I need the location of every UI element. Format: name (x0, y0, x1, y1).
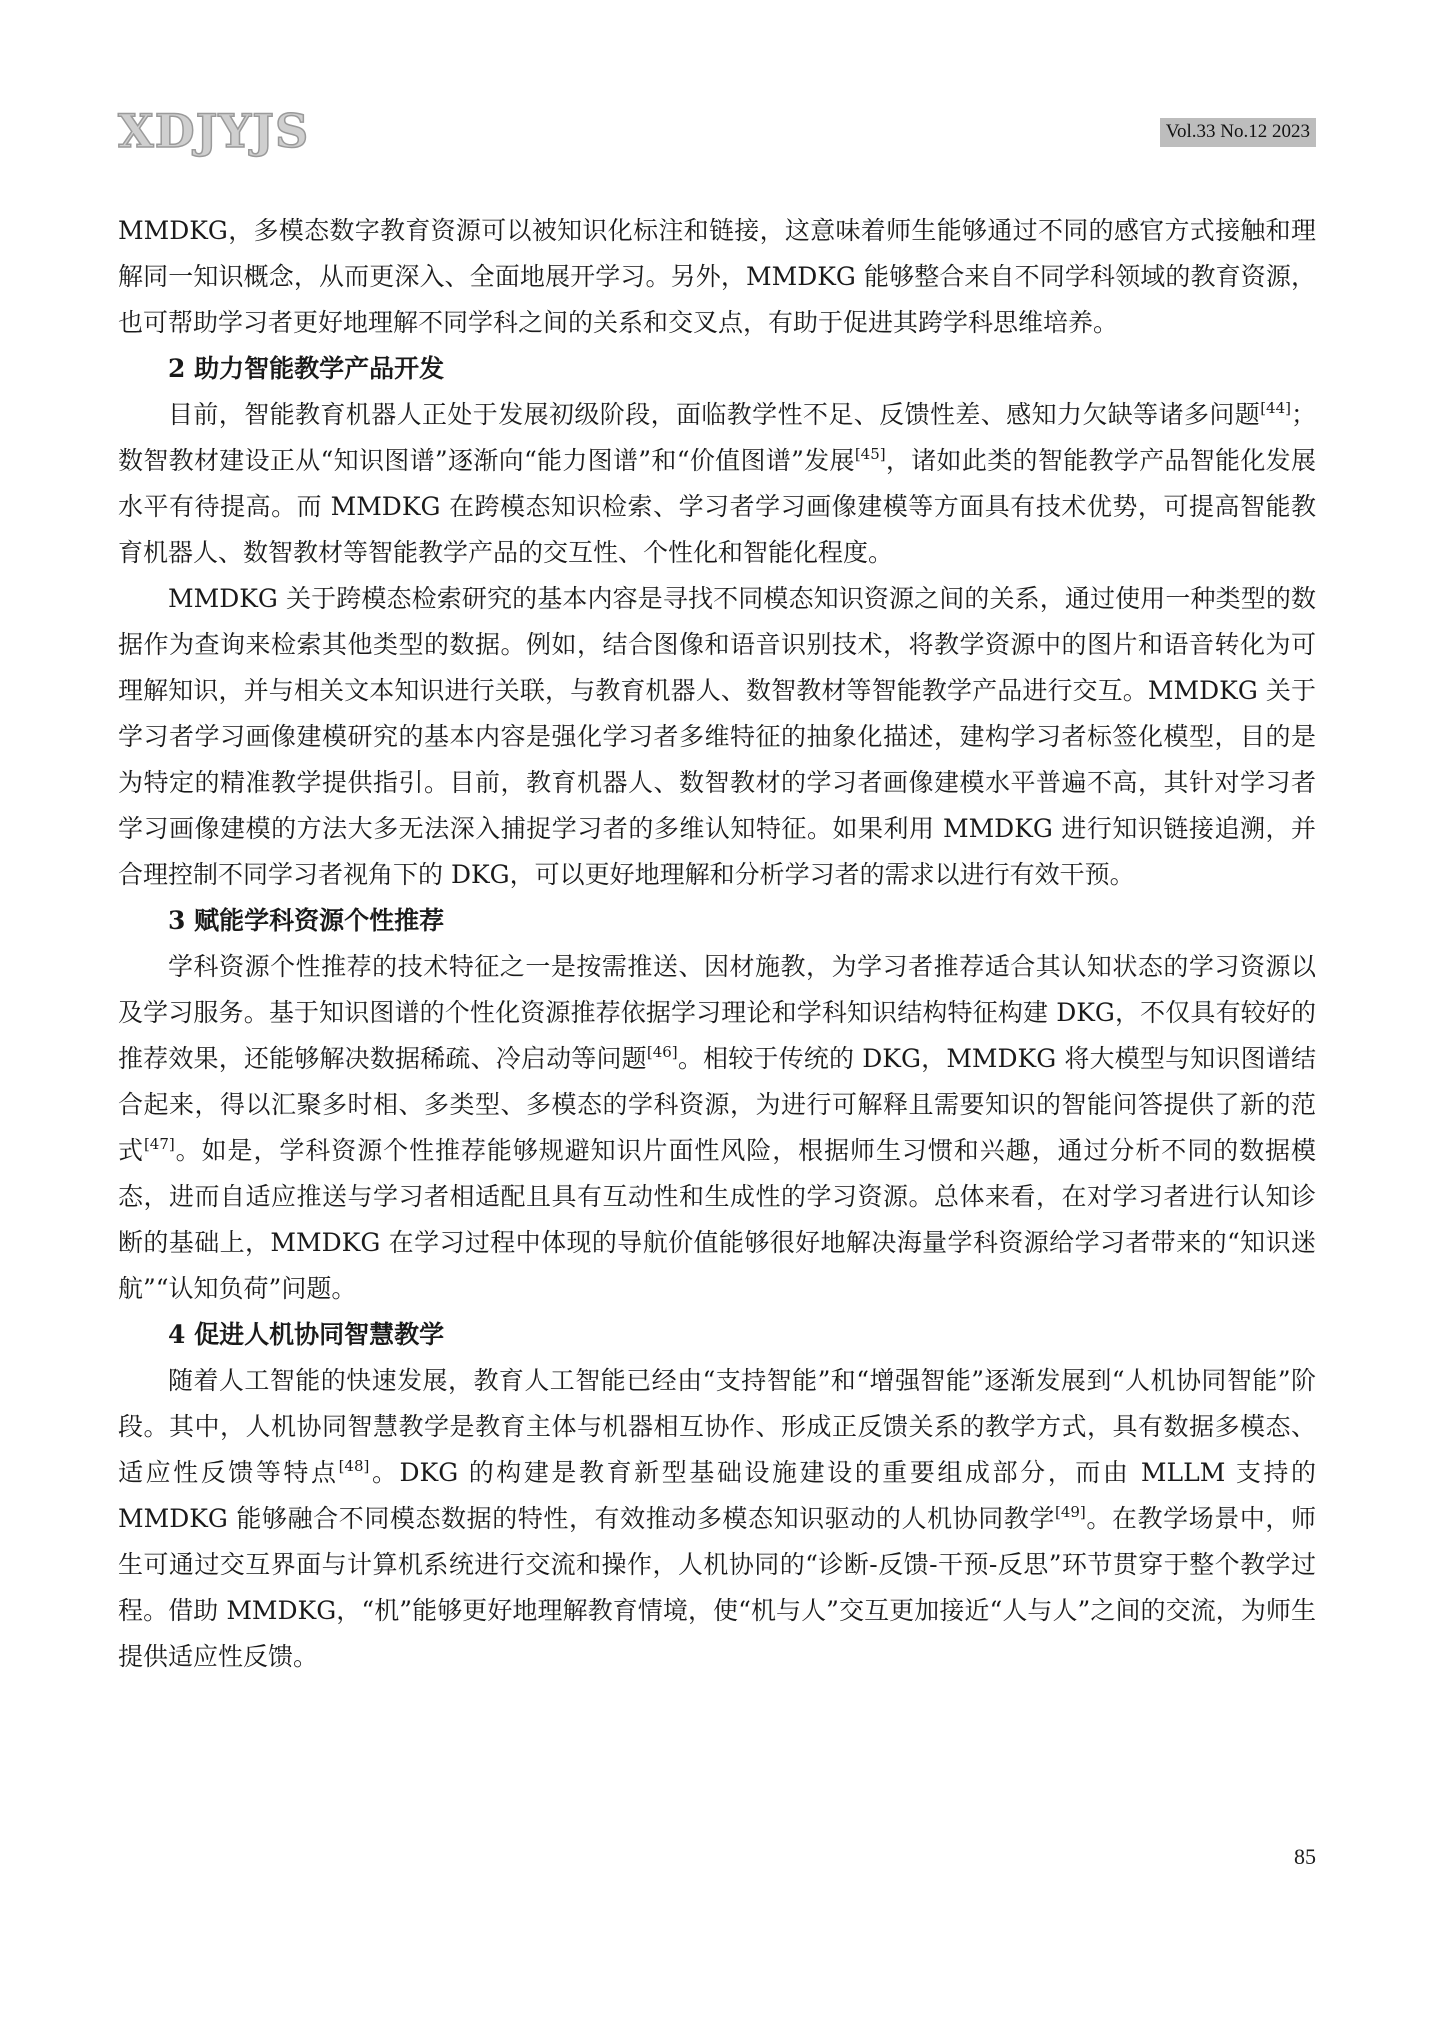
paragraph-text: 目前，智能教育机器人正处于发展初级阶段，面临教学性不足、反馈性差、感知力欠缺等诸多问题 (168, 400, 1261, 429)
citation-ref[interactable]: [44] (1260, 399, 1291, 417)
paragraph-text: ；数智教材建设正从“知识图谱”逐渐向“能力图谱”和“价值图谱”发展 (118, 400, 1316, 475)
paragraph-text: 。在教学场景中，师生可通过交互界面与计算机系统进行交流和操作，人机协同的“诊断-反馈-干预-反思”环节贯穿于整个教学过程。借助 MMDKG，“机”能够更好地理解教育情境，使“机与人”交互更加接近“人与人”之间的交流，为师生提供适应性反馈。 (118, 1504, 1316, 1671)
page-number: 85 (1294, 1844, 1316, 1869)
section-heading: 2 助力智能教学产品开发 (168, 354, 445, 383)
paragraph (118, 1358, 1316, 1680)
volume-issue-label: Vol.33 No.12 2023 (1160, 118, 1316, 147)
paragraph (118, 944, 1316, 1312)
citation-ref[interactable]: [47] (143, 1135, 175, 1153)
paragraph-text: 。相较于传统的 DKG，MMDKG 将大模型与知识图谱结合起来，得以汇聚多时相、多类型、多模态的学科资源，为进行可解释且需要知识的智能问答提供了新的范式 (118, 1044, 1316, 1165)
paragraph: MMDKG，多模态数字教育资源可以被知识化标注和链接，这意味着师生能够通过不同的感官方式接触和理解同一知识概念，从而更深入、全面地展开学习。另外，MMDKG 能够整合来自不同学科领域的教育资源，也可帮助学习者更好地理解不同学科之间的关系和交叉点，有助于促进其跨学科思维培养。 (118, 216, 1316, 337)
citation-ref[interactable]: [49] (1054, 1503, 1086, 1521)
citation-ref[interactable]: [45] (854, 445, 886, 463)
citation-ref[interactable]: [46] (646, 1043, 678, 1061)
paragraph-text: 随着人工智能的快速发展，教育人工智能已经由“支持智能”和“增强智能”逐渐发展到“人机协同智能”阶段。其中，人机协同智慧教学是教育主体与机器相互协作、形成正反馈关系的教学方式，具有数据多模态、适应性反馈等特点 (118, 1366, 1316, 1487)
paragraph: MMDKG 关于跨模态检索研究的基本内容是寻找不同模态知识资源之间的关系，通过使用一种类型的数据作为查询来检索其他类型的数据。例如，结合图像和语音识别技术，将教学资源中的图片和语音转化为可理解知识，并与相关文本知识进行关联，与教育机器人、数智教材等智能教学产品进行交互。MMDKG 关于学习者学习画像建模研究的基本内容是强化学习者多维特征的抽象化描述，建构学习者标签化模型，目的是为特定的精准教学提供指引。目前，教育机器人、数智教材的学习者画像建模水平普遍不高，其针对学习者学习画像建模的方法大多无法深入捕捉学习者的多维认知特征。如果利用 MMDKG 进行知识链接追溯，并合理控制不同学习者视角下的 DKG，可以更好地理解和分析学习者的需求以进行有效干预。 (118, 584, 1316, 889)
section-heading: 3 赋能学科资源个性推荐 (168, 906, 445, 935)
paragraph-text: 。DKG 的构建是教育新型基础设施建设的重要组成部分，而由 MLLM 支持的 MMDKG 能够融合不同模态数据的特性，有效推动多模态知识驱动的人机协同教学 (118, 1458, 1316, 1533)
section-heading: 4 促进人机协同智慧教学 (168, 1320, 445, 1349)
journal-logo: XDJYJS (118, 104, 310, 158)
paragraph-text: 学科资源个性推荐的技术特征之一是按需推送、因材施教，为学习者推荐适合其认知状态的学习资源以及学习服务。基于知识图谱的个性化资源推荐依据学习理论和学科知识结构特征构建 DKG，不仅具有较好的推荐效果，还能够解决数据稀疏、冷启动等问题 (118, 952, 1316, 1073)
citation-ref[interactable]: [48] (338, 1457, 370, 1475)
paragraph-text: 。如是，学科资源个性推荐能够规避知识片面性风险，根据师生习惯和兴趣，通过分析不同的数据模态，进而自适应推送与学习者相适配且具有互动性和生成性的学习资源。总体来看，在对学习者进行认知诊断的基础上，MMDKG 在学习过程中体现的导航价值能够很好地解决海量学科资源给学习者带来的“知识迷航”“认知负荷”问题。 (118, 1136, 1316, 1303)
paragraph (118, 392, 1316, 576)
article-body (118, 208, 1316, 1680)
paragraph-text: ，诸如此类的智能教学产品智能化发展水平有待提高。而 MMDKG 在跨模态知识检索、学习者学习画像建模等方面具有技术优势，可提高智能教育机器人、数智教材等智能教学产品的交互性、个性化和智能化程度。 (118, 446, 1316, 567)
